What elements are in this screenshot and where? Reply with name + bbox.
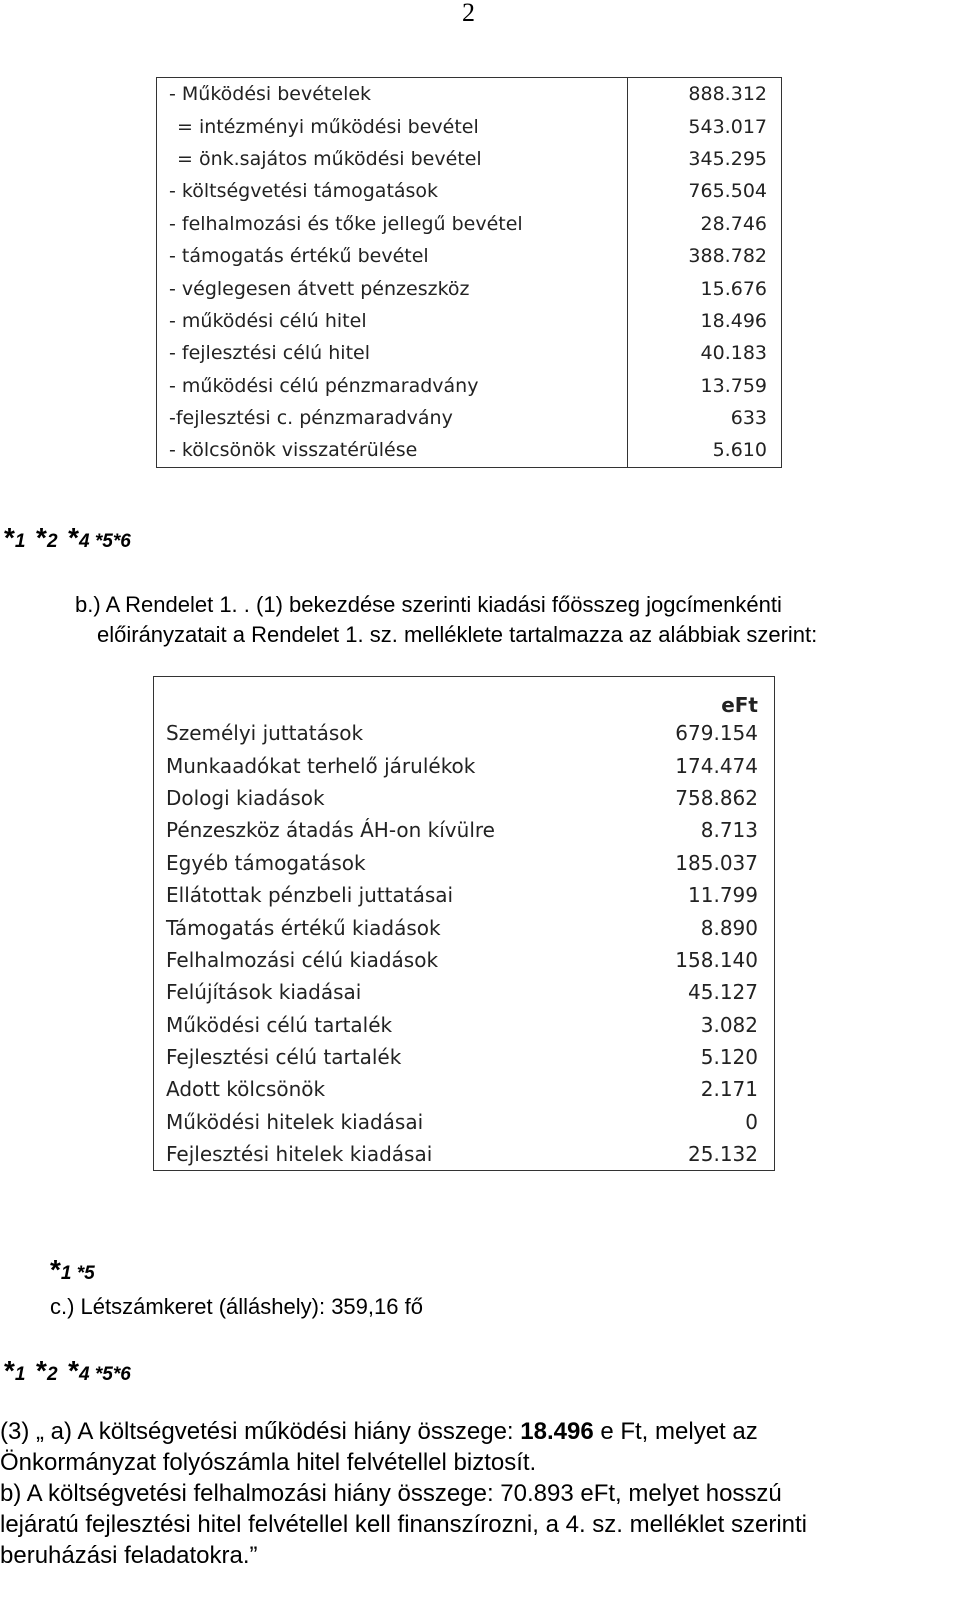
table-row: [157, 272, 782, 304]
table-row: [154, 1073, 775, 1105]
table-row: [154, 749, 775, 781]
row-value: 18.496: [700, 309, 767, 332]
row-value: 5.120: [700, 1045, 758, 1070]
row-value: 15.676: [700, 277, 767, 300]
section-3-line4: lejáratú fejlesztési hitel felvétellel kell finanszírozni, a 4. sz. melléklet szerinti: [0, 1511, 808, 1538]
section-3-line5: beruházási feladatokra.”: [0, 1542, 258, 1569]
table-row: [157, 78, 782, 111]
footnote-number: *5*6: [94, 1364, 131, 1385]
row-label: Támogatás értékű kiadások: [166, 915, 441, 940]
row-value: 2.171: [700, 1077, 758, 1102]
row-label: Fejlesztési célú tartalék: [166, 1045, 402, 1070]
table-row: [157, 402, 782, 434]
table-row: [154, 1138, 775, 1171]
row-value: 888.312: [688, 83, 767, 106]
table-row: [157, 208, 782, 240]
row-label: Fejlesztési hitelek kiadásai: [166, 1142, 433, 1167]
table-row: [154, 1041, 775, 1073]
table-row: [157, 143, 782, 175]
table-row: [157, 240, 782, 272]
row-label: Dologi kiadások: [166, 785, 325, 810]
row-value: 765.504: [688, 180, 767, 203]
footnote-number: *5: [76, 1263, 95, 1284]
footnote-marks: [4, 522, 131, 554]
table-row: [154, 944, 775, 976]
row-label: - támogatás értékű bevétel: [157, 240, 628, 272]
footnote-number: 2: [46, 531, 58, 552]
row-label: - működési célú pénzmaradvány: [157, 370, 628, 402]
row-value: 758.862: [675, 785, 758, 810]
row-label: Működési hitelek kiadásai: [166, 1109, 424, 1134]
table-row: [154, 717, 775, 749]
row-value: 679.154: [675, 721, 758, 746]
row-label: - működési célú hitel: [157, 305, 628, 337]
table-row: [157, 110, 782, 142]
row-value: 0: [745, 1109, 758, 1134]
footnote-star: *: [68, 1355, 79, 1386]
section-3-line1: (3) „ a) A költségvetési működési hiány összege: 18.496 e Ft, melyet az: [0, 1418, 758, 1445]
table-row: [157, 370, 782, 402]
row-label: Munkaadókat terhelő járulékok: [166, 753, 476, 778]
page-number: 2: [462, 0, 475, 27]
row-label: - felhalmozási és tőke jellegű bevétel: [157, 208, 628, 240]
footnote-star: *: [36, 522, 47, 553]
section-b-line1: b.) A Rendelet 1. . (1) bekezdése szerinti kiadási főösszeg jogcímenkénti: [75, 592, 782, 617]
expense-table: [153, 676, 775, 1171]
row-value: 345.295: [688, 147, 767, 170]
row-label: Adott kölcsönök: [166, 1077, 326, 1102]
footnote-marks: [50, 1254, 95, 1286]
row-label: Felújítások kiadásai: [166, 980, 362, 1005]
footnote-number: 1: [14, 531, 26, 552]
footnote-star: *: [4, 522, 15, 553]
revenue-table: [156, 77, 782, 468]
row-value: 3.082: [700, 1012, 758, 1037]
row-label: Egyéb támogatások: [166, 850, 366, 875]
footnote-number: 2: [46, 1364, 58, 1385]
table-row: [154, 911, 775, 943]
footnote-star: *: [50, 1254, 61, 1285]
row-label: = intézményi működési bevétel: [157, 110, 628, 142]
row-label: - fejlesztési célú hitel: [157, 337, 628, 369]
table-row: [154, 1106, 775, 1138]
section-3-line2: Önkormányzat folyószámla hitel felvétellel biztosít.: [0, 1449, 537, 1476]
row-label: -fejlesztési c. pénzmaradvány: [157, 402, 628, 434]
expense-unit-row: [154, 677, 775, 718]
table-row: [157, 305, 782, 337]
table-row: [154, 976, 775, 1008]
row-label: Működési célú tartalék: [166, 1012, 393, 1037]
footnote-star: *: [36, 1355, 47, 1386]
table-row: [154, 879, 775, 911]
footnote-star: *: [68, 522, 79, 553]
row-label: - költségvetési támogatások: [157, 175, 628, 207]
footnote-marks: [4, 1355, 131, 1387]
row-value: 633: [730, 407, 767, 430]
footnote-star: *: [4, 1355, 15, 1386]
footnote-number: *5*6: [94, 531, 131, 552]
section-3-line3: b) A költségvetési felhalmozási hiány összege: 70.893 eFt, melyet hosszú: [0, 1480, 782, 1507]
footnote-number: 1: [60, 1263, 72, 1284]
table-row: [157, 337, 782, 369]
table-row: [154, 782, 775, 814]
row-label: - Működési bevételek: [157, 78, 628, 111]
row-value: 13.759: [700, 374, 767, 397]
section-b-line2: előirányzatait a Rendelet 1. sz. melléklete tartalmazza az alábbiak szerint:: [97, 622, 818, 647]
row-label: - kölcsönök visszatérülése: [157, 434, 628, 467]
row-value: 174.474: [675, 753, 758, 778]
row-value: 543.017: [688, 115, 767, 138]
footnote-number: 4: [79, 1364, 90, 1385]
footnote-number: 1: [14, 1364, 26, 1385]
table-row: [157, 434, 782, 467]
table-row: [154, 814, 775, 846]
row-value: 11.799: [688, 883, 758, 908]
table-row: [154, 847, 775, 879]
row-label: Felhalmozási célú kiadások: [166, 947, 439, 972]
row-value: 28.746: [700, 212, 767, 235]
row-label: Pénzeszköz átadás ÁH-on kívülre: [166, 818, 495, 843]
row-value: 25.132: [688, 1142, 758, 1167]
row-value: 45.127: [688, 980, 758, 1005]
row-value: 40.183: [700, 342, 767, 365]
row-label: = önk.sajátos működési bevétel: [157, 143, 628, 175]
row-value: 5.610: [712, 439, 767, 462]
row-value: 388.782: [688, 245, 767, 268]
row-value: 158.140: [675, 947, 758, 972]
row-value: 8.890: [700, 915, 758, 940]
row-label: Személyi juttatások: [166, 721, 364, 746]
table-row: [157, 175, 782, 207]
section-c: c.) Létszámkeret (álláshely): 359,16 fő: [50, 1294, 423, 1319]
unit-label: eFt: [721, 693, 758, 717]
row-label: Ellátottak pénzbeli juttatásai: [166, 883, 454, 908]
row-value: 185.037: [675, 850, 758, 875]
row-label: - véglegesen átvett pénzeszköz: [157, 272, 628, 304]
footnote-number: 4: [79, 531, 90, 552]
row-value: 8.713: [700, 818, 758, 843]
table-row: [154, 1009, 775, 1041]
